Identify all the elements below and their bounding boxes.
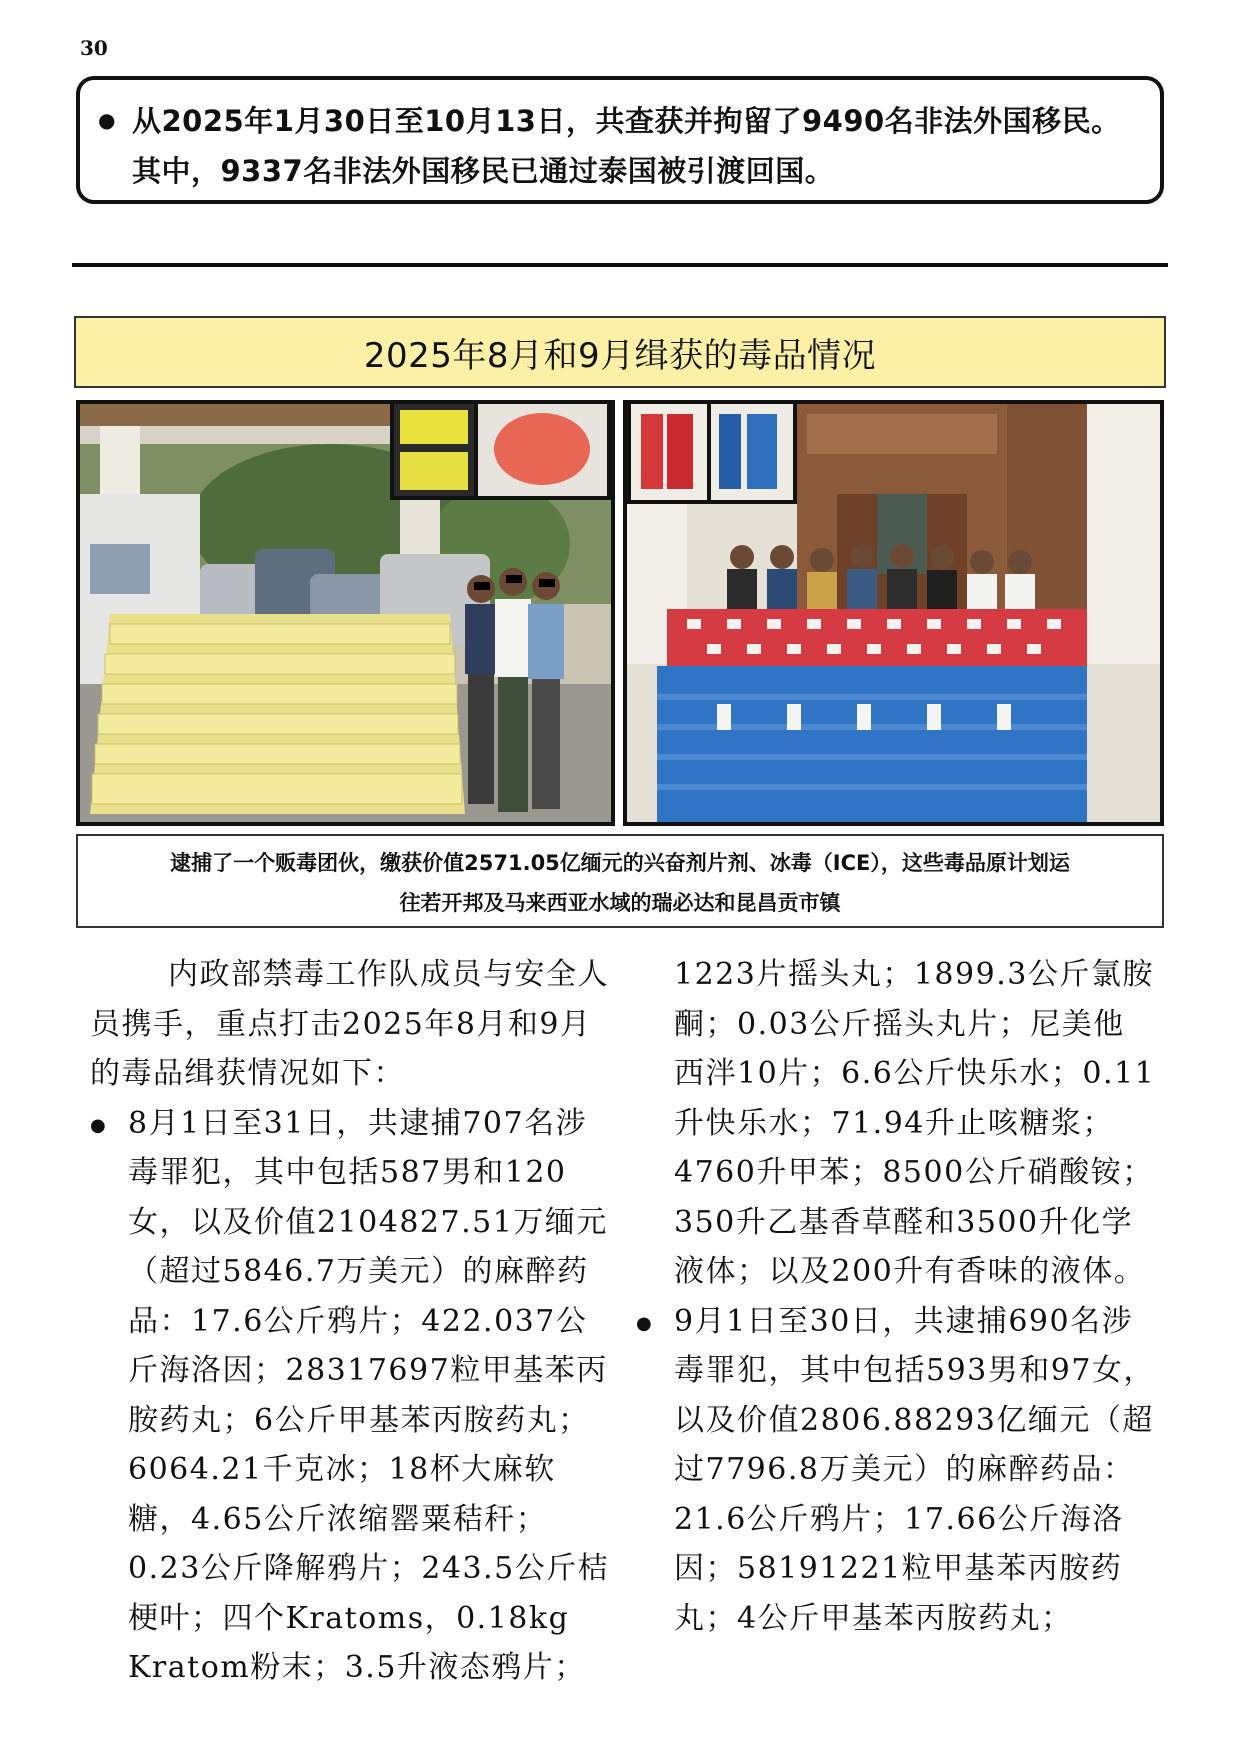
notice-text: 从2025年1月30日至10月13日，共查获并拘留了9490名非法外国移民。其中，9337名非法外国移民已通过泰国被引渡回国。 (132, 104, 1121, 188)
section-title: 2025年8月和9月缉获的毒品情况 (363, 335, 877, 376)
september-seizure-text: 9月1日至30日，共逮捕690名涉毒罪犯，其中包括593男和97女，以及价值2806.88293亿缅元（超过7796.8万美元）的麻醉药品：21.6公斤鸦片；17.66公斤海洛因；58191221粒甲基苯丙胺药丸；4公斤甲基苯丙胺药丸； (674, 1303, 1155, 1636)
seizure-photo-right-image (627, 404, 1160, 822)
bullet-icon: ● (90, 1114, 108, 1136)
page-number: 30 (80, 36, 108, 60)
divider (72, 263, 1168, 267)
photo-caption (76, 834, 1164, 928)
list-item (636, 1297, 1156, 1644)
notice-item (98, 96, 1142, 196)
caption-line-2: 往若开邦及马来西亚水域的瑞必达和昆昌贡市镇 (399, 891, 841, 915)
caption-line-1: 逮捕了一个贩毒团伙，缴获价值2571.05亿缅元的兴奋剂片剂、冰毒（ICE），这些毒品原计划运 (170, 851, 1070, 875)
seizure-photo-right (623, 400, 1164, 826)
right-column (636, 950, 1156, 1643)
seizure-photo-left (76, 400, 615, 826)
bullet-icon: ● (98, 108, 116, 132)
august-seizure-text: 8月1日至31日，共逮捕707名涉毒罪犯，其中包括587男和120女，以及价值2104827.51万缅元（超过5846.7万美元）的麻醉药品：17.6公斤鸦片；422.037公斤海洛因；28317697粒甲基苯丙胺药丸；6公斤甲基苯丙胺药丸；6064.21千克冰；18杯大麻软糖，4.65公斤浓缩罂粟秸秆；0.23公斤降解鸦片；243.5公斤桔梗叶；四个Kratoms，0.18kg Kratom粉末；3.5升液态鸦片； (128, 1105, 610, 1685)
bullet-icon: ● (636, 1312, 654, 1334)
seizure-photo-left-image (80, 404, 611, 822)
intro-paragraph: 内政部禁毒工作队成员与安全人员携手，重点打击2025年8月和9月的毒品缉获情况如下： (90, 957, 609, 1091)
august-seizure-continued: 1223片摇头丸；1899.3公斤氯胺酮；0.03公斤摇头丸片；尼美他西泮10片；6.6公斤快乐水；0.11升快乐水；71.94升止咳糖浆；4760升甲苯；8500公斤硝酸铵；350升乙基香草醛和3500升化学液体；以及200升有香味的液体。 (674, 957, 1156, 1289)
notice-box (76, 76, 1164, 204)
section-banner (74, 316, 1166, 388)
list-item (90, 1099, 610, 1693)
left-column (90, 950, 610, 1693)
